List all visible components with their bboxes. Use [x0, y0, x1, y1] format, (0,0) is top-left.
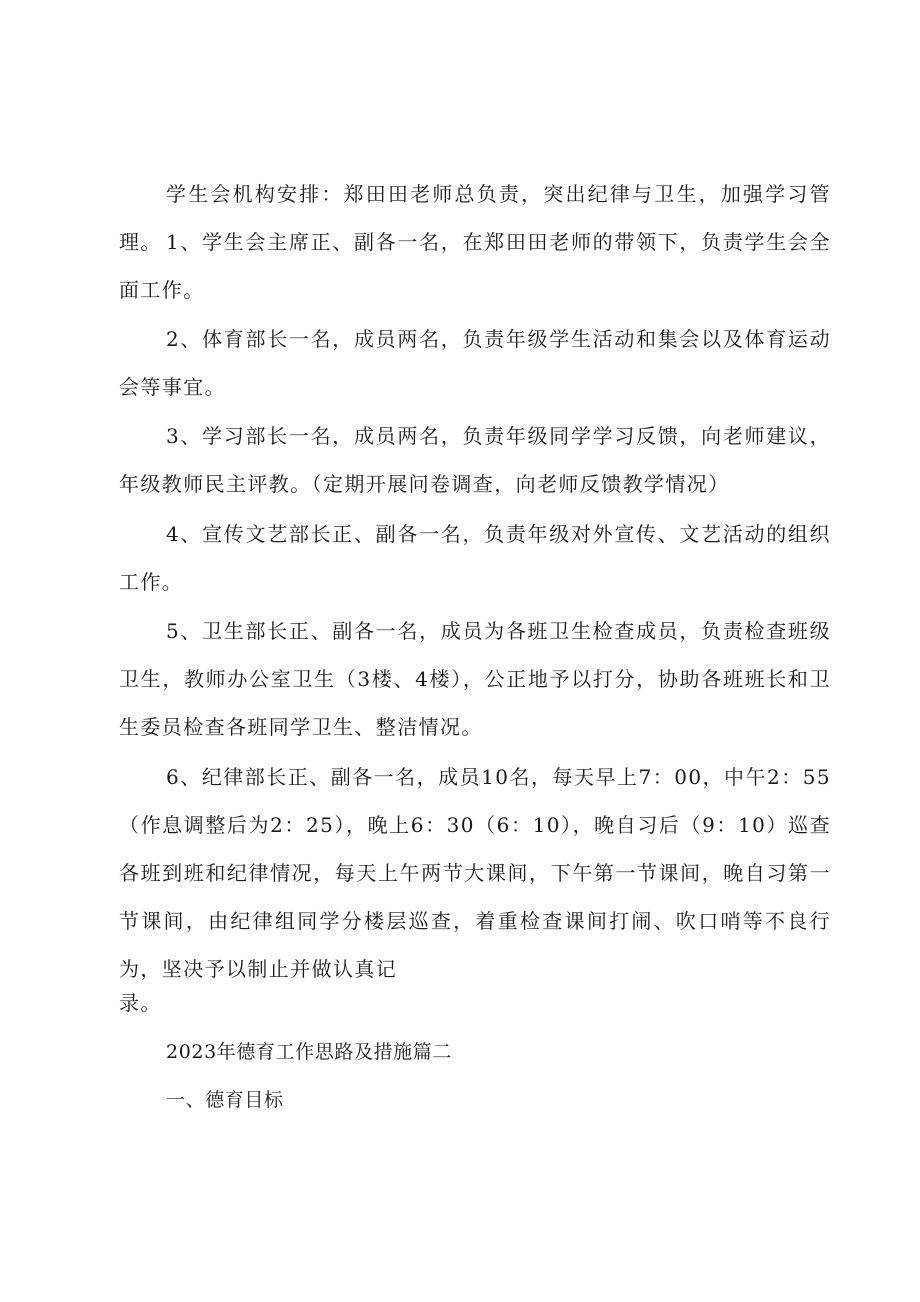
subheading: 一、德育目标 — [166, 1089, 284, 1111]
section-title: 2023年德育工作思路及措施篇二 — [166, 1041, 452, 1063]
paragraph-item-6: 6、纪律部长正、副各一名，成员10名，每天早上7：00，中午2：55（作息调整后为2：25），晚上6：30（6：10），晚自习后（9：10）巡查各班到班和纪律情况，每天上午两节大课间，下午第一节课间，晚自习第一节课间，由纪律组同学分楼层巡查，着重检查课间打闹、吹口哨等不良行为，坚决予以制止并做认真记 — [119, 765, 831, 981]
paragraph-item-1: 1、学生会主席正、副各一名，在郑田田老师的带领下，负责学生会全面工作。 — [119, 230, 831, 302]
paragraph-item-2: 2、体育部长一名，成员两名，负责年级学生活动和集会以及体育运动会等事宜。 — [119, 327, 831, 399]
paragraph-item-5: 5、卫生部长正、副各一名，成员为各班卫生检查成员，负责检查班级卫生，教师办公室卫生（3楼、4楼），公正地予以打分，协助各班班长和卫生委员检查各班同学卫生、整洁情况。 — [119, 619, 831, 739]
paragraph-item-4: 4、宣传文艺部长正、副各一名，负责年级对外宣传、文艺活动的组织工作。 — [119, 522, 831, 594]
paragraph-item-3: 3、学习部长一名，成员两名，负责年级同学学习反馈，向老师建议，年级教师民主评教。（定期开展问卷调查，向老师反馈教学情况） — [119, 424, 831, 496]
paragraph-continuation: 录。 — [119, 991, 162, 1015]
paragraph-intro: 学生会机构安排：郑田田老师总负责，突出纪律与卫生，加强学习管理。 — [119, 182, 831, 254]
